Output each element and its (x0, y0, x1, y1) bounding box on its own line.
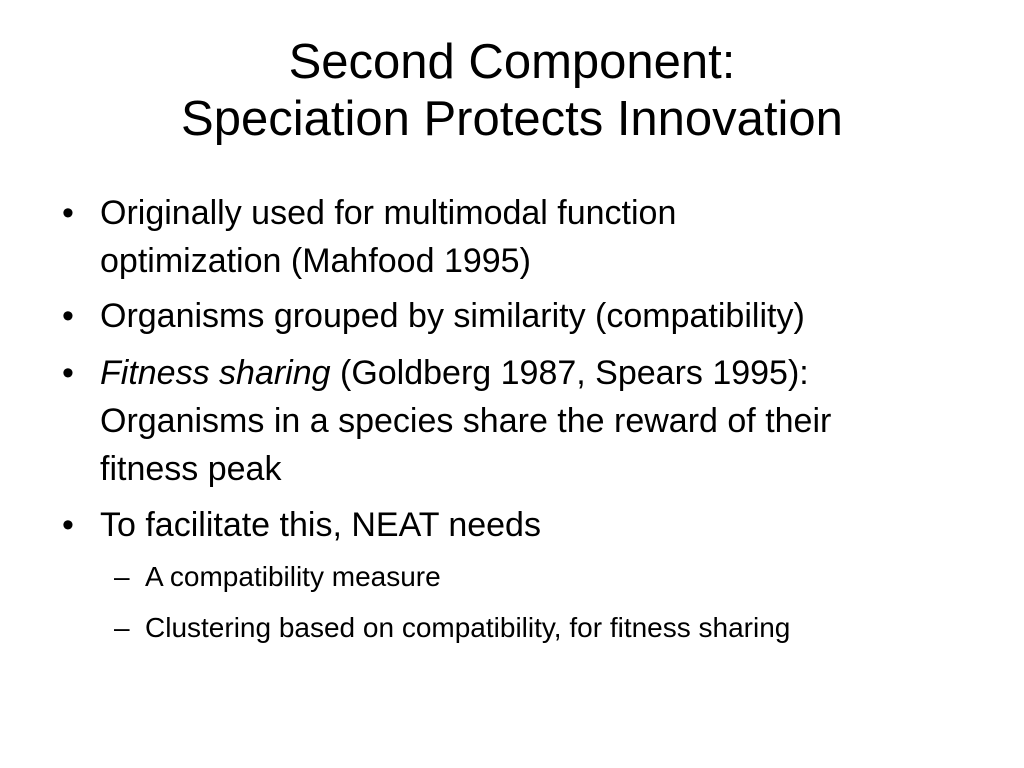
bullet-text (100, 501, 980, 549)
bullet-text (100, 189, 980, 285)
bullet-line (100, 349, 980, 397)
bullet-marker: • (62, 297, 74, 335)
sub-bullet-text: A compatibility measure (145, 561, 441, 592)
bullet-line: Organisms grouped by similarity (compatibility) (100, 297, 805, 335)
bullet-text (100, 349, 980, 493)
emphasis-term: Fitness sharing (100, 354, 331, 392)
bullet-marker: • (62, 354, 74, 392)
bullet-marker: • (62, 194, 74, 232)
sub-bullet-marker: – (114, 612, 130, 643)
slide-title (0, 34, 1024, 148)
sub-bullet-text: Clustering based on compatibility, for fitness sharing (145, 612, 791, 643)
bullet-text (100, 292, 980, 340)
slide-title-line-1: Second Component: (288, 35, 736, 89)
bullet-line-rest: (Goldberg 1987, Spears 1995): (330, 354, 809, 392)
sub-bullet-marker: – (114, 561, 130, 592)
bullet-line: optimization (Mahfood 1995) (100, 242, 531, 280)
bullet-marker: • (62, 506, 74, 544)
bullet-line: To facilitate this, NEAT needs (100, 506, 541, 544)
slide-title-line-2: Speciation Protects Innovation (181, 92, 843, 146)
bullet-line: Organisms in a species share the reward of their (100, 402, 832, 440)
bullet-line: Originally used for multimodal function (100, 194, 677, 232)
bullet-line: fitness peak (100, 450, 282, 488)
